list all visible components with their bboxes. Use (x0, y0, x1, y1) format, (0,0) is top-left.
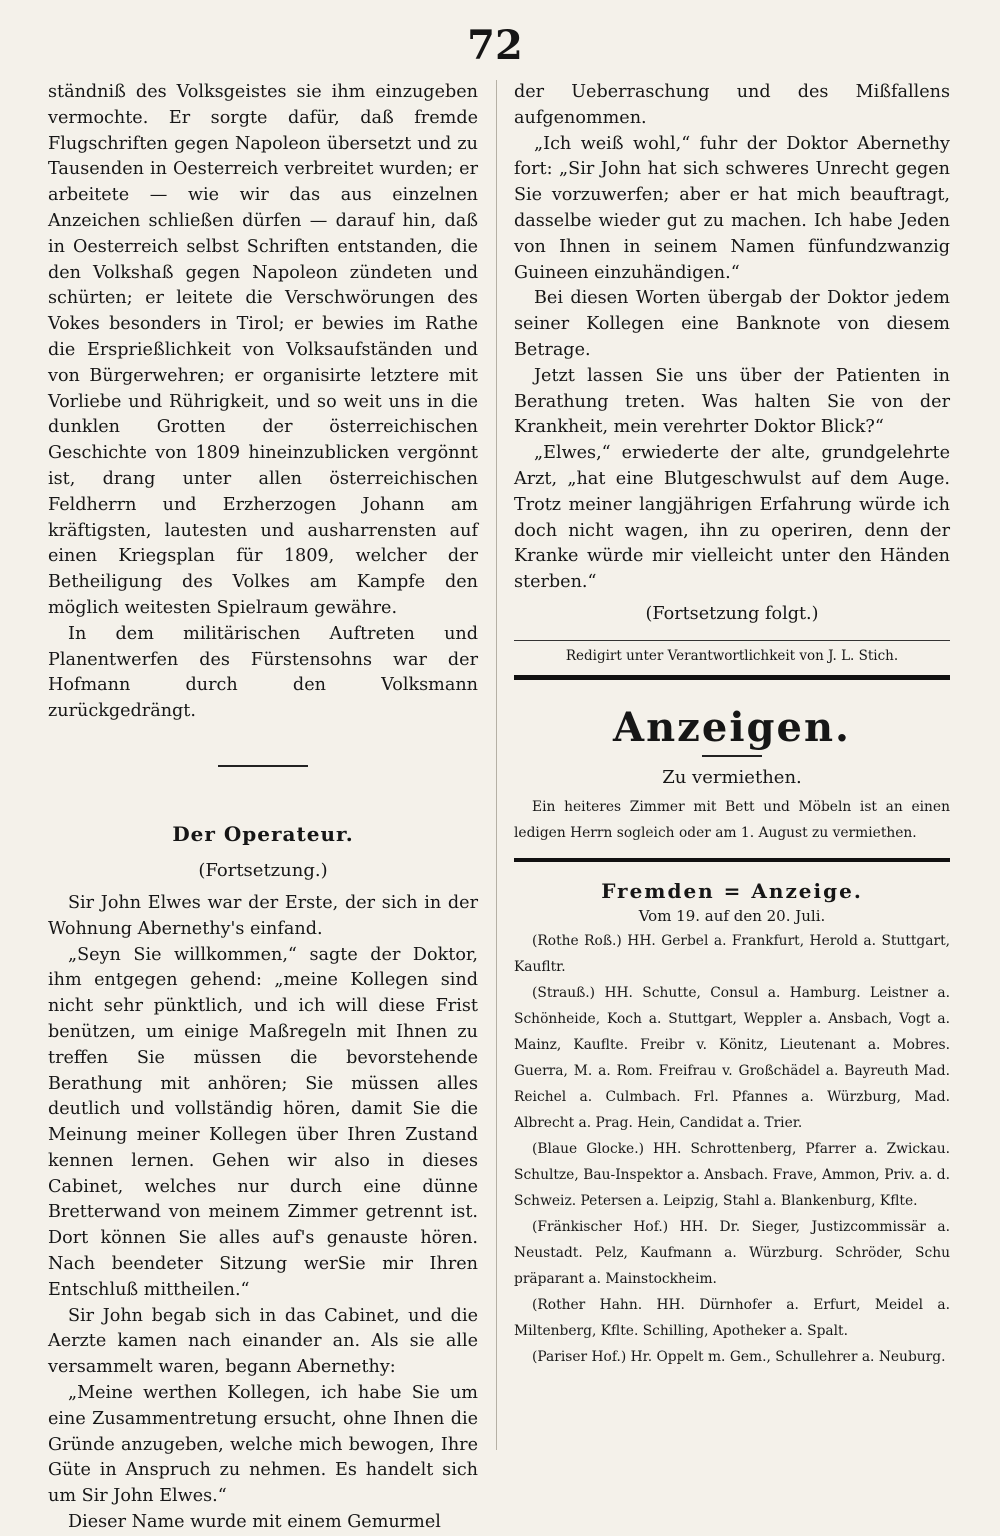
article-paragraph: ständniß des Volksgeistes sie ihm einzugeben vermochte. Er sorgte dafür, daß fremde Flugschriften gegen Napoleon übersetzt und zu Tausenden in Oesterreich verbreitet wurden; er arbeitete — wie wir das aus einzelnen Anzeichen schließen dürfen — darauf hin, daß in Oesterreich selbst Schriften entstanden, die den Volkshaß gegen Napoleon zündeten und schürten; er leitete die Verschwörungen des Vokes besonders in Tirol; er bewies im Rathe die Ersprießlichkeit von Volksaufständen und von Bürgerwehren; er organisirte letztere mit Vorliebe und Rührigkeit, und so weit uns in die dunklen Grotten der österreichischen Geschichte von 1809 hineinzublicken vergönnt ist, drang unter allen österreichischen Feldherrn und Erzherzogen Johann am kräftigsten, lautesten und ausharrensten auf einen Kriegsplan für 1809, welcher der Betheiligung des Volkes am Kampfe den möglich weitesten Spielraum gewähre. (48, 82, 478, 618)
story-paragraph: Dieser Name wurde mit einem Gemurmel (68, 1512, 441, 1533)
section-divider (218, 765, 308, 767)
guest-entry: (Rothe Roß.) HH. Gerbel a. Frankfurt, Herold a. Stuttgart, Kaufltr. (514, 932, 950, 975)
column-divider (496, 80, 497, 1450)
ads-title-rule (702, 755, 762, 757)
story-paragraph: Bei diesen Worten übergab der Doktor jedem seiner Kollegen eine Banknote von diesem Betrage. (514, 288, 950, 360)
right-column (514, 80, 950, 1370)
story-paragraph: „Seyn Sie willkommen,“ sagte der Doktor, ihm entgegen gehend: „meine Kollegen sind nicht sehr pünktlich, und ich will diese Frist benützen, um einige Maßregeln mit Ihnen zu treffen Sie müssen die bevorstehende Berathung mit anhören; Sie müssen alles deutlich und vollständig hören, damit Sie die Meinung meiner Kollegen über Ihren Zustand kennen lernen. Gehen wir also in dieses Cabinet, welches nur durch eine dünne Bretterwand von meinem Zimmer getrennt ist. Dort können Sie alles auf's genauste hören. Nach beendeter Sitzung werSie mir Ihren Entschluß mittheilen.“ (48, 944, 478, 1300)
page-number: 72 (467, 22, 523, 69)
guest-entry: (Strauß.) HH. Schutte, Consul a. Hamburg. Leistner a. Schönheide, Koch a. Stuttgart, Weppler a. Ansbach, Vogt a. Mainz, Kauflte. Freibr v. Könitz, Lieutenant a. Mobres. Guerra, M. a. Rom. Freifrau v. Großchädel a. Bayreuth Mad. Reichel a. Culmbach. Frl. Pfannes a. Würzburg, Mad. Albrecht a. Prag. Hein, Candidat a. Trier. (514, 984, 950, 1131)
fremden-separator (514, 858, 950, 862)
story-paragraph: „Elwes,“ erwiederte der alte, grundgelehrte Arzt, „hat eine Blutgeschwulst auf dem Auge. Trotz meiner langjährigen Erfahrung würde ich doch nicht wagen, ihn zu operiren, denn der Kranke würde mir vielleicht unter den Händen sterben.“ (514, 443, 950, 593)
story-paragraph: der Ueberraschung und des Mißfallens aufgenommen. (514, 82, 950, 128)
fremden-date: Vom 19. auf den 20. Juli. (638, 906, 826, 925)
fremden-title: Fremden = Anzeige. (601, 878, 863, 903)
story-paragraph: „Ich weiß wohl,“ fuhr der Doktor Abernethy fort: „Sir John hat sich schweres Unrecht gegen Sie vorzuwerfen; aber er hat mich beauftragt, dasselbe wieder gut zu machen. Ich habe Jeden von Ihnen in seinem Namen fünfundzwanzig Guineen einzuhändigen.“ (514, 133, 950, 283)
story-subheading: (Fortsetzung.) (198, 859, 328, 881)
ad-heading: Zu vermiethen. (662, 766, 802, 788)
story-heading: Der Operateur. (172, 821, 354, 846)
editor-rule (514, 640, 950, 641)
guest-entry: (Pariser Hof.) Hr. Oppelt m. Gem., Schullehrer a. Neuburg. (532, 1348, 946, 1365)
story-paragraph: Sir John begab sich in das Cabinet, und die Aerzte kamen nach einander an. Als sie alle versammelt waren, begann Abernethy: (48, 1305, 478, 1378)
ads-title: Anzeigen. (613, 703, 851, 751)
story-paragraph: Jetzt lassen Sie uns über der Patienten in Berathung treten. Was halten Sie von der Krankheit, mein verehrter Doktor Blick?“ (514, 365, 950, 438)
guest-entry: (Rother Hahn. HH. Dürnhofer a. Erfurt, Meidel a. Miltenberg, Kflte. Schilling, Apotheker a. Spalt. (514, 1296, 950, 1339)
guest-entry: (Fränkischer Hof.) HH. Dr. Sieger, Justizcommissär a. Neustadt. Pelz, Kaufmann a. Würzburg. Schröder, Schu präparant a. Mainstockheim. (514, 1218, 950, 1287)
story-paragraph: Sir John Elwes war der Erste, der sich in der Wohnung Abernethy's einfand. (48, 892, 478, 939)
ads-separator (514, 675, 950, 680)
editor-note: Redigirt unter Verantwortlichkeit von J. L. Stich. (565, 647, 899, 664)
continued-note: (Fortsetzung folgt.) (645, 603, 819, 624)
left-column (48, 80, 478, 1536)
article-paragraph: In dem militärischen Auftreten und Planentwerfen des Fürstensohns war der Hofmann durch den Volksmann zurückgedrängt. (48, 623, 478, 722)
ad-text: Ein heiteres Zimmer mit Bett und Möbeln ist an einen ledigen Herrn sogleich oder am 1. August zu vermiethen. (514, 798, 950, 841)
story-paragraph: „Meine werthen Kollegen, ich habe Sie um eine Zusammentretung ersucht, ohne Ihnen die Gründe anzugeben, welche mich bewogen, Ihre Güte in Anspruch zu nehmen. Es handelt sich um Sir John Elwes.“ (48, 1383, 478, 1507)
guest-entry: (Blaue Glocke.) HH. Schrottenberg, Pfarrer a. Zwickau. Schultze, Bau-Inspektor a. Ansbach. Frave, Ammon, Priv. a. d. Schweiz. Petersen a. Leipzig, Stahl a. Blankenburg, Kflte. (514, 1140, 950, 1209)
